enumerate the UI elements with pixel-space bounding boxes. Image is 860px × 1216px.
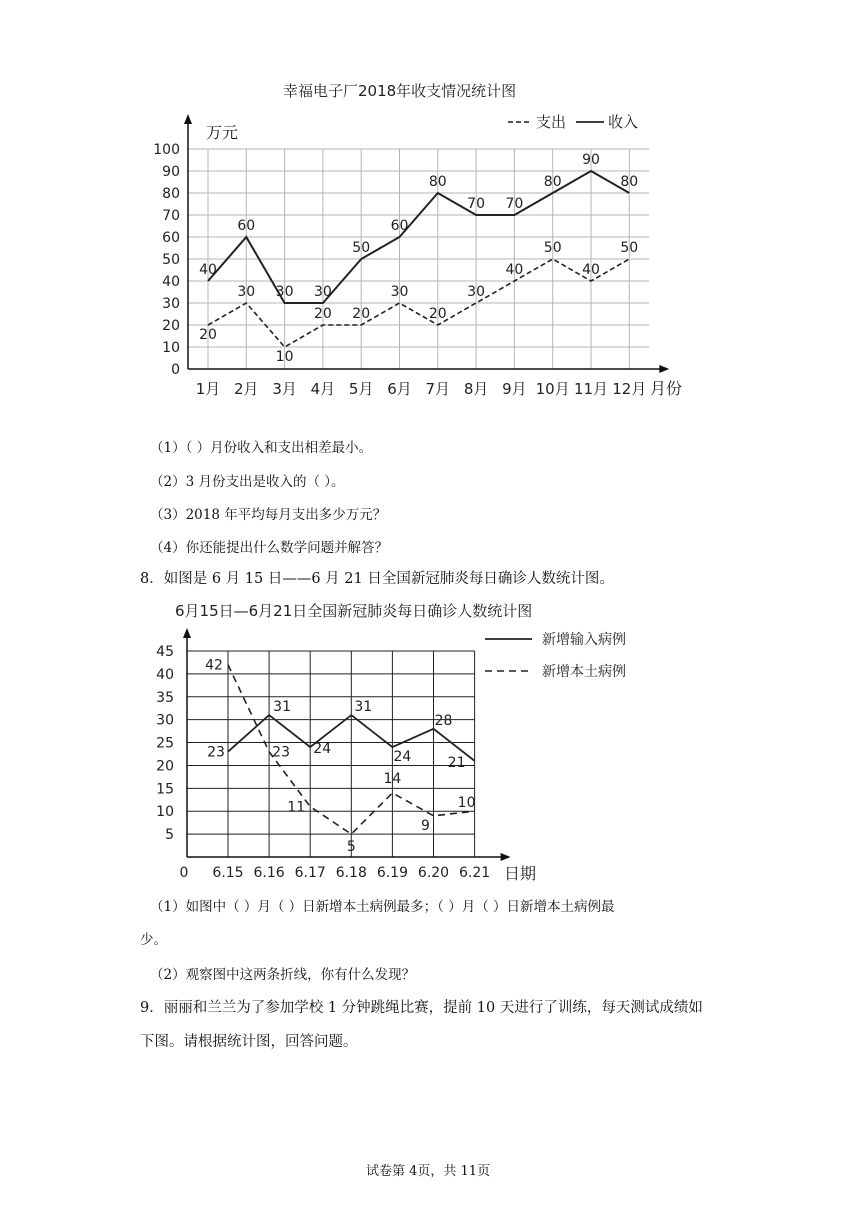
chart1-income-expense xyxy=(140,108,700,408)
imported-data-label: 28 xyxy=(434,712,453,729)
x-axis-arrow xyxy=(659,365,669,373)
expense-data-label: 30 xyxy=(237,284,256,300)
expense-data-label: 20 xyxy=(313,306,332,322)
question-2-1b: 少。 xyxy=(140,932,167,948)
x-tick-label: 10月 xyxy=(535,380,570,398)
imported-data-label: 24 xyxy=(393,749,412,766)
x-tick-label: 6.15 xyxy=(212,865,244,881)
y-tick-label: 45 xyxy=(156,644,174,660)
income-data-label: 60 xyxy=(390,218,409,234)
imported-data-label: 31 xyxy=(273,699,292,716)
income-data-label: 80 xyxy=(428,174,447,190)
y-tick-label: 30 xyxy=(162,296,180,312)
income-data-label: 80 xyxy=(620,174,639,190)
y-axis-arrow xyxy=(184,114,192,124)
x-tick-label: 6.16 xyxy=(253,865,285,881)
question-1-2: （2）3 月份支出是收入的（ ）。 xyxy=(150,474,345,490)
local-data-label: 42 xyxy=(205,657,223,674)
legend-income-label: 收入 xyxy=(608,113,639,131)
chart1-legend xyxy=(508,113,638,131)
question-1-3: （3）2018 年平均每月支出多少万元？ xyxy=(150,507,387,523)
x-tick-label: 6.17 xyxy=(294,865,326,881)
income-data-label: 30 xyxy=(275,284,294,300)
imported-data-label: 23 xyxy=(207,744,225,761)
x-tick-label: 1月 xyxy=(195,380,221,398)
income-data-label: 40 xyxy=(199,262,217,278)
imported-data-label: 21 xyxy=(447,754,466,771)
y-tick-label: 50 xyxy=(162,252,180,268)
problem-9-line1: 9．丽丽和兰兰为了参加学校 1 分钟跳绳比赛，提前 10 天进行了训练，每天测试成绩如 xyxy=(140,1000,703,1016)
local-data-label: 14 xyxy=(383,770,402,787)
income-data-label: 30 xyxy=(313,284,332,300)
y-tick-label: 40 xyxy=(162,274,180,290)
local-data-label: 10 xyxy=(457,795,476,812)
expense-data-label: 30 xyxy=(467,284,486,300)
y-tick-label: 25 xyxy=(156,735,174,752)
expense-data-label: 20 xyxy=(199,327,217,343)
chart2-title: 6月15日—6月21日全国新冠肺炎每日确诊人数统计图 xyxy=(175,602,533,620)
income-data-label: 70 xyxy=(505,196,524,212)
chart1-title: 幸福电子厂2018年收支情况统计图 xyxy=(283,82,517,100)
question-1-1: （1）（ ）月份收入和支出相差最小。 xyxy=(150,440,373,456)
x-tick-label: 11月 xyxy=(573,380,609,398)
chart2-covid-cases xyxy=(140,620,680,890)
y-tick-label: 70 xyxy=(162,208,180,224)
imported-data-label: 31 xyxy=(354,699,373,716)
y-tick-label: 0 xyxy=(171,362,180,378)
income-data-label: 80 xyxy=(543,174,562,190)
y-tick-label: 60 xyxy=(162,230,180,246)
expense-data-label: 20 xyxy=(352,306,371,322)
x-tick-label: 2月 xyxy=(234,380,259,398)
x-tick-label: 6.20 xyxy=(417,865,450,881)
x-tick-label: 6月 xyxy=(387,380,412,398)
question-2-2: （2）观察图中这两条折线，你有什么发现？ xyxy=(150,967,416,983)
expense-data-label: 10 xyxy=(275,349,294,365)
x-tick-label: 5月 xyxy=(348,380,374,398)
problem-9-line2: 下图。请根据统计图，回答问题。 xyxy=(140,1034,358,1050)
expense-data-label: 50 xyxy=(543,240,562,256)
x-tick-label: 3月 xyxy=(272,380,297,398)
chart2-legend xyxy=(485,632,626,680)
legend-expense-label: 支出 xyxy=(536,113,567,131)
y-tick-label: 100 xyxy=(153,142,180,158)
local-data-label: 5 xyxy=(346,839,356,856)
chart1-xlabel: 月份 xyxy=(650,379,683,398)
x-axis-arrow xyxy=(501,853,511,861)
x-tick-label: 8月 xyxy=(463,380,489,398)
local-data-label: 9 xyxy=(421,817,430,834)
y-tick-label: 20 xyxy=(156,758,174,775)
question-1-4: （4）你还能提出什么数学问题并解答？ xyxy=(150,540,389,556)
y-tick-label: 35 xyxy=(156,689,174,706)
expense-data-label: 20 xyxy=(428,306,447,322)
legend-local-label: 新增本土病例 xyxy=(542,664,626,680)
problem-8-text: 8．如图是 6 月 15 日——6 月 21 日全国新冠肺炎每日确诊人数统计图。 xyxy=(140,571,614,587)
income-data-label: 90 xyxy=(582,152,600,168)
expense-data-label: 30 xyxy=(390,284,409,300)
local-data-label: 11 xyxy=(287,799,306,816)
y-tick-label: 15 xyxy=(156,781,174,798)
x-tick-label: 6.18 xyxy=(335,865,367,881)
x-tick-label: 4月 xyxy=(310,380,336,398)
expense-data-label: 40 xyxy=(505,262,524,278)
income-data-label: 60 xyxy=(237,218,256,234)
x-tick-label: 7月 xyxy=(425,380,451,398)
y-tick-label: 40 xyxy=(156,666,174,683)
y-tick-label: 10 xyxy=(156,804,174,821)
x-tick-label: 12月 xyxy=(612,380,647,398)
y-tick-label: 10 xyxy=(162,340,180,356)
income-data-label: 50 xyxy=(352,240,371,256)
expense-data-label: 50 xyxy=(620,240,639,256)
y-tick-label: 90 xyxy=(162,164,180,180)
y-tick-label: 30 xyxy=(156,712,174,729)
x-tick-label: 6.19 xyxy=(376,865,408,881)
x-tick-label: 6.21 xyxy=(459,865,491,881)
page-footer: 试卷第 4页，共 11页 xyxy=(366,1164,491,1179)
chart1-ylabel: 万元 xyxy=(206,123,239,142)
y-tick-label: 5 xyxy=(165,827,174,844)
expense-data-label: 40 xyxy=(582,262,600,278)
y-tick-label: 20 xyxy=(162,318,180,334)
chart2-xlabel: 日期 xyxy=(504,864,537,883)
y-tick-label: 0 xyxy=(179,865,189,881)
income-data-label: 70 xyxy=(467,196,486,212)
question-2-1a: （1）如图中（ ）月（ ）日新增本土病例最多；（ ）月（ ）日新增本土病例最 xyxy=(150,899,615,915)
y-axis-arrow xyxy=(183,628,191,638)
local-data-label: 23 xyxy=(272,744,291,761)
imported-data-label: 24 xyxy=(313,741,332,758)
legend-imported-label: 新增输入病例 xyxy=(542,632,626,648)
x-tick-label: 9月 xyxy=(502,380,527,398)
y-tick-label: 80 xyxy=(162,186,180,202)
